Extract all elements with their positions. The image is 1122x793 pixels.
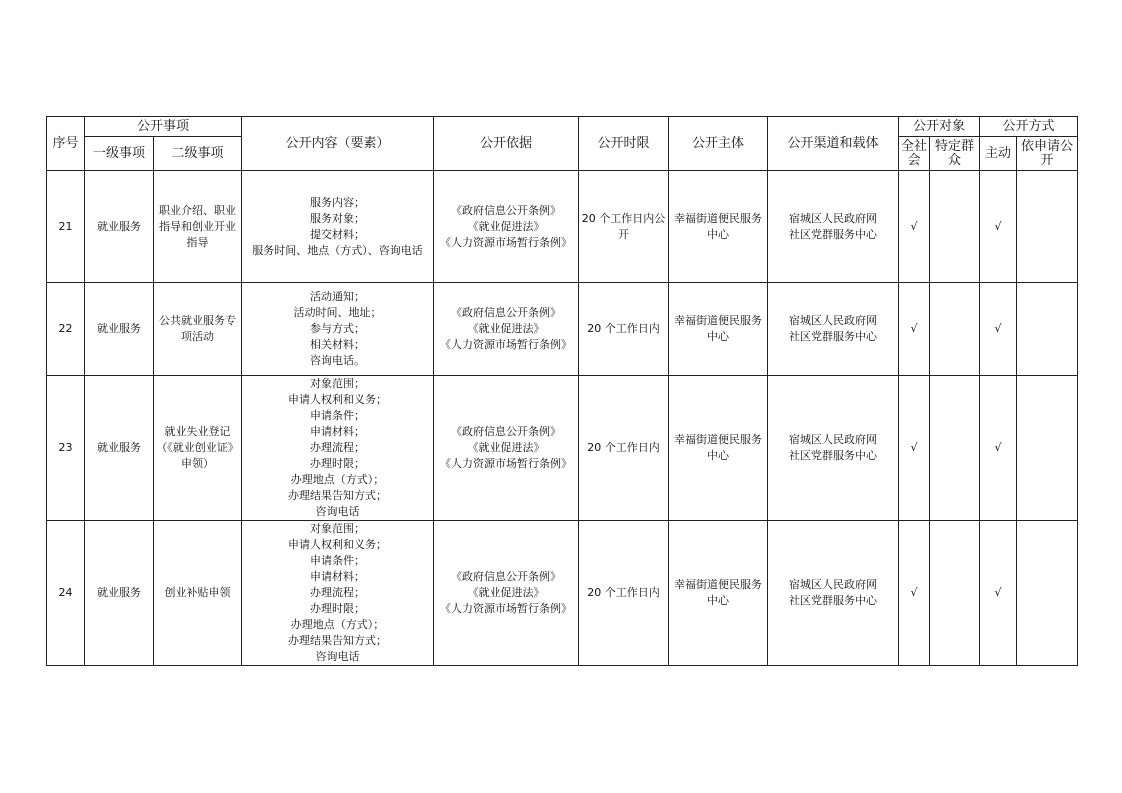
cell-line: 咨询电话: [315, 505, 360, 518]
cell-channel: [768, 171, 899, 283]
cell-basis: [434, 521, 579, 666]
cell-line: 办理结果告知方式；: [288, 634, 388, 647]
cell-line: 《政府信息公开条例》: [451, 570, 562, 583]
header-row-1: [47, 117, 1078, 137]
cell-line: 《人力资源市场暂行条例》: [440, 235, 573, 249]
cell-line: 相关材料；: [310, 338, 366, 351]
header-level2: 二级事项: [154, 137, 242, 171]
cell-line: 宿城区人民政府网: [789, 314, 878, 327]
cell-mode-apply: [1017, 283, 1078, 376]
cell-basis: [434, 283, 579, 376]
cell-line: 《就业促进法》: [467, 322, 545, 335]
cell-subject: 幸福街道便民服务中心: [669, 171, 768, 283]
cell-seq: 23: [47, 376, 85, 521]
header-matter: 公开事项: [85, 117, 242, 137]
cell-line: 服务内容；: [310, 195, 366, 209]
cell-seq: 24: [47, 521, 85, 666]
check-mark: √: [980, 521, 1017, 666]
check-mark: √: [899, 283, 930, 376]
table-row: [47, 521, 1078, 666]
cell-level2: 职业介绍、职业指导和创业开业指导: [154, 171, 242, 283]
cell-level2: 创业补贴申领: [154, 521, 242, 666]
cell-time-limit: 20 个工作日内公开: [579, 171, 669, 283]
cell-line: 服务时间、地点（方式）、咨询电话: [252, 243, 423, 257]
table-row: [47, 283, 1078, 376]
cell-line: 申请人权利和义务；: [288, 393, 388, 406]
cell-line: 活动通知；: [310, 290, 366, 303]
header-basis: 公开依据: [434, 117, 579, 171]
cell-target-specific: [930, 171, 980, 283]
cell-line: 《政府信息公开条例》: [451, 425, 562, 438]
cell-line: 办理流程；: [310, 586, 366, 599]
cell-seq: 22: [47, 283, 85, 376]
cell-mode-apply: [1017, 521, 1078, 666]
check-mark: √: [899, 376, 930, 521]
cell-line: 《就业促进法》: [467, 586, 545, 599]
cell-line: 办理时限；: [310, 602, 366, 615]
cell-channel: [768, 376, 899, 521]
cell-level1: 就业服务: [85, 171, 154, 283]
cell-line: 申请材料；: [310, 425, 366, 438]
cell-content: [242, 521, 434, 666]
cell-line: 社区党群服务中心: [789, 449, 878, 462]
check-mark: √: [899, 171, 930, 283]
cell-line: 社区党群服务中心: [789, 227, 878, 241]
cell-channel: [768, 283, 899, 376]
cell-line: 申请人权利和义务；: [288, 538, 388, 551]
cell-line: 《政府信息公开条例》: [451, 306, 562, 319]
cell-line: 办理地点（方式）；: [290, 618, 385, 631]
cell-subject: 幸福街道便民服务中心: [669, 283, 768, 376]
cell-seq: 21: [47, 171, 85, 283]
cell-content: [242, 283, 434, 376]
header-target-all: 全社会: [899, 137, 930, 171]
cell-content: [242, 171, 434, 283]
cell-line: 《就业促进法》: [467, 219, 545, 233]
cell-time-limit: 20 个工作日内: [579, 283, 669, 376]
cell-level2: 就业失业登记（《就业创业证》申领）: [154, 376, 242, 521]
cell-line: 《人力资源市场暂行条例》: [440, 457, 573, 470]
table-row: [47, 376, 1078, 521]
header-subject: 公开主体: [669, 117, 768, 171]
cell-level2: 公共就业服务专项活动: [154, 283, 242, 376]
cell-line: 办理流程；: [310, 441, 366, 454]
header-channel: 公开渠道和载体: [768, 117, 899, 171]
check-mark: √: [980, 376, 1017, 521]
cell-line: 申请条件；: [310, 554, 366, 567]
cell-target-specific: [930, 283, 980, 376]
header-seq: 序号: [47, 117, 85, 171]
cell-line: 对象范围；: [310, 522, 366, 535]
disclosure-table: [46, 116, 1078, 666]
cell-line: 《人力资源市场暂行条例》: [440, 602, 573, 615]
cell-line: 宿城区人民政府网: [789, 211, 878, 225]
cell-line: 活动时间、地址；: [293, 306, 382, 319]
cell-level1: 就业服务: [85, 521, 154, 666]
check-mark: √: [980, 171, 1017, 283]
cell-line: 宿城区人民政府网: [789, 433, 878, 446]
cell-level1: 就业服务: [85, 376, 154, 521]
cell-line: 对象范围；: [310, 377, 366, 390]
check-mark: √: [980, 283, 1017, 376]
cell-target-specific: [930, 521, 980, 666]
cell-line: 办理结果告知方式；: [288, 489, 388, 502]
cell-line: 申请条件；: [310, 409, 366, 422]
cell-level1: 就业服务: [85, 283, 154, 376]
cell-line: 社区党群服务中心: [789, 330, 878, 343]
table-row: [47, 171, 1078, 283]
cell-line: 《就业促进法》: [467, 441, 545, 454]
cell-subject: 幸福街道便民服务中心: [669, 376, 768, 521]
cell-line: 社区党群服务中心: [789, 594, 878, 607]
header-level1: 一级事项: [85, 137, 154, 171]
cell-content: [242, 376, 434, 521]
cell-line: 宿城区人民政府网: [789, 578, 878, 591]
header-time-limit: 公开时限: [579, 117, 669, 171]
header-target: 公开对象: [899, 117, 980, 137]
cell-line: 咨询电话: [315, 650, 360, 663]
cell-time-limit: 20 个工作日内: [579, 521, 669, 666]
cell-line: 提交材料；: [310, 227, 366, 241]
cell-line: 办理地点（方式）；: [290, 473, 385, 486]
cell-line: 咨询电话。: [310, 354, 366, 367]
cell-line: 《政府信息公开条例》: [451, 203, 562, 217]
header-content: 公开内容（要素）: [242, 117, 434, 171]
cell-line: 办理时限；: [310, 457, 366, 470]
cell-line: 参与方式；: [310, 322, 366, 335]
header-mode-apply: 依申请公开: [1017, 137, 1078, 171]
cell-line: 申请材料；: [310, 570, 366, 583]
header-mode-active: 主动: [980, 137, 1017, 171]
cell-basis: [434, 376, 579, 521]
cell-time-limit: 20 个工作日内: [579, 376, 669, 521]
cell-basis: [434, 171, 579, 283]
cell-mode-apply: [1017, 171, 1078, 283]
cell-channel: [768, 521, 899, 666]
check-mark: √: [899, 521, 930, 666]
cell-line: 服务对象；: [310, 211, 366, 225]
cell-subject: 幸福街道便民服务中心: [669, 521, 768, 666]
cell-target-specific: [930, 376, 980, 521]
header-target-specific: 特定群众: [930, 137, 980, 171]
header-mode: 公开方式: [980, 117, 1078, 137]
cell-mode-apply: [1017, 376, 1078, 521]
cell-line: 《人力资源市场暂行条例》: [440, 338, 573, 351]
